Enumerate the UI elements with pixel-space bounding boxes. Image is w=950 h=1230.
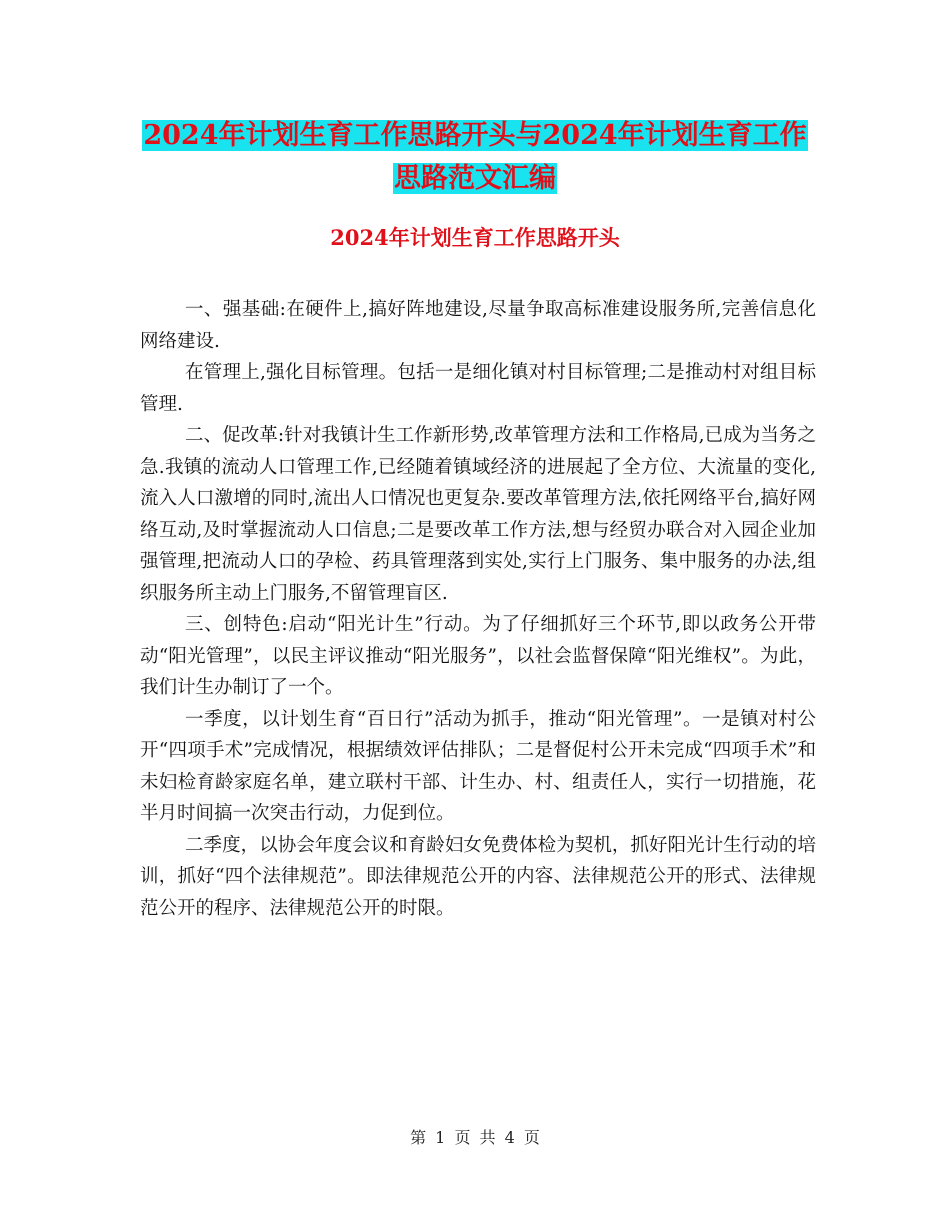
paragraph: 一季度，以计划生育“百日行”活动为抓手，推动“阳光管理”。一是镇对村公开“四项手术”完成情况，根据绩效评估排队；二是督促村公开未完成“四项手术”和未妇检育龄家庭名单，建立联村干部、计生办、村、组责任人，实行一切措施，花半月时间搞一次突击行动，力促到位。	[140, 708, 816, 824]
paragraph: 在管理上,强化目标管理。包括一是细化镇对村目标管理;二是推动村对组目标管理.	[140, 362, 816, 415]
paragraph: 二、促改革:针对我镇计生工作新形势,改革管理方法和工作格局,已成为当务之急.我镇的流动人口管理工作,已经随着镇域经济的进展起了全方位、大流量的变化,流入人口激增的同时,流出人口情况也更复杂.要改革管理方法,依托网络平台,搞好网络互动,及时掌握流动人口信息;二是要改革工作方法,想与经贸办联合对入园企业加强管理,把流动人口的孕检、药具管理落到实处,实行上门服务、集中服务的办法,组织服务所主动上门服务,不留管理盲区.	[140, 425, 816, 604]
title-text-1: 2024年计划生育工作思路开头与2024年计划生育工作	[143, 120, 807, 151]
document-title-line-1	[0, 113, 950, 152]
page-footer: 第 1 页 共 4 页	[410, 1128, 540, 1147]
paragraph: 二季度，以协会年度会议和育龄妇女免费体检为契机，抓好阳光计生行动的培训，抓好“四个法律规范”。即法律规范公开的内容、法律规范公开的形式、法律规范公开的程序、法律规范公开的时限。	[140, 834, 816, 919]
document-body	[140, 294, 816, 924]
paragraph: 一、强基础:在硬件上,搞好阵地建设,尽量争取高标准建设服务所,完善信息化网络建设.	[140, 299, 816, 352]
paragraph: 三、创特色:启动“阳光计生”行动。为了仔细抓好三个环节,即以政务公开带动“阳光管理”，以民主评议推动“阳光服务”，以社会监督保障“阳光维权”。为此，我们计生办制订了一个。	[140, 614, 816, 698]
document-title-line-2	[0, 156, 950, 195]
title-text-2: 思路范文汇编	[394, 163, 556, 194]
section-heading: 2024年计划生育工作思路开头	[330, 225, 620, 250]
